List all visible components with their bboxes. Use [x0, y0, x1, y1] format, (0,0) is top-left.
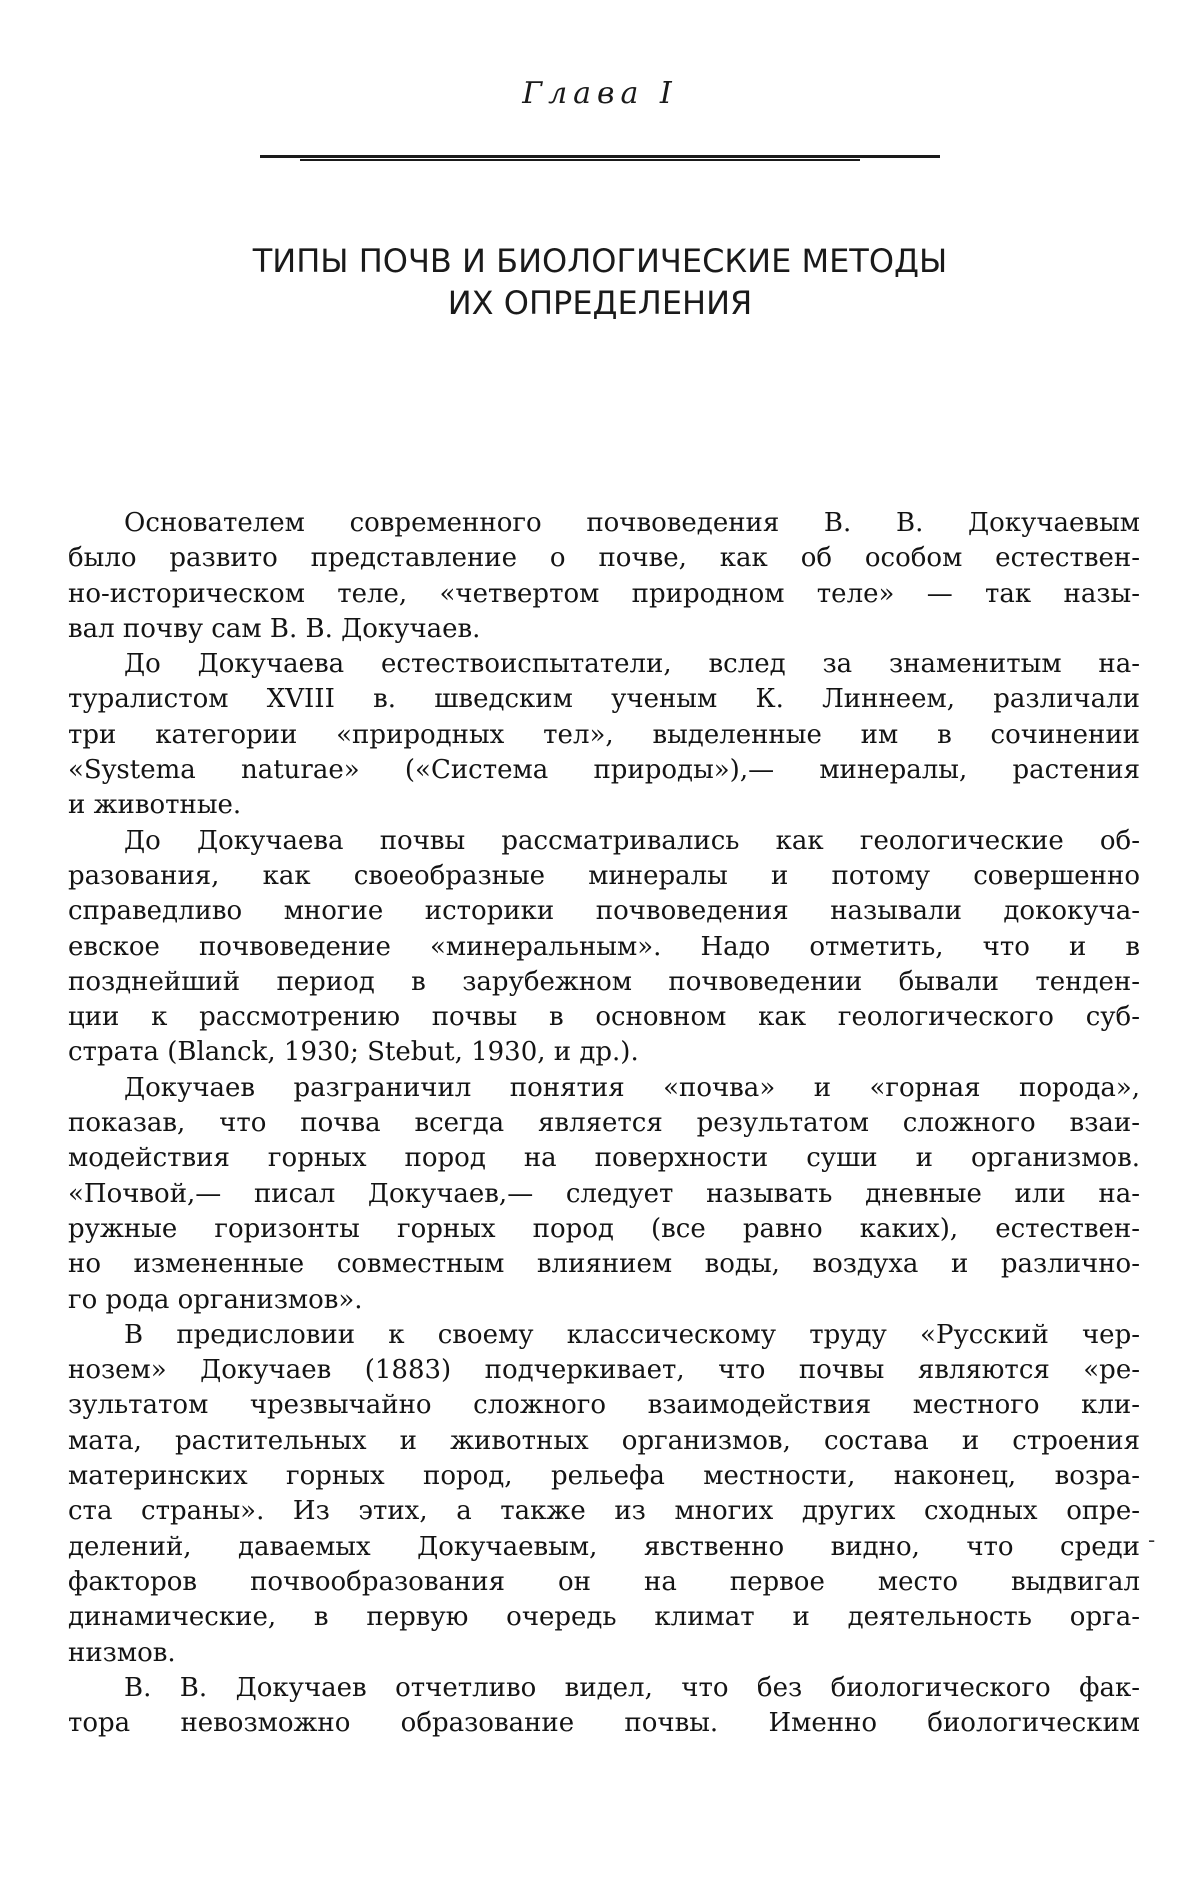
- chapter-title: [0, 240, 1200, 324]
- text-line: показав, что почва всегда является результатом сложного взаи-: [68, 1108, 1140, 1139]
- text-line: «Systema naturae» («Система природы»),— минералы, растения: [68, 755, 1140, 786]
- paragraph: [68, 506, 1140, 647]
- text-line: мата, растительных и животных организмов, состава и строения: [68, 1425, 1140, 1456]
- body-text: [68, 506, 1140, 1741]
- chapter-title-line: ИХ ОПРЕДЕЛЕНИЯ: [447, 284, 753, 322]
- text-line: евское почвоведение «минеральным». Надо отметить, что и в: [68, 931, 1140, 962]
- text-line: Докучаев разграничил понятия «почва» и «горная порода»,: [124, 1072, 1140, 1103]
- text-line: «Почвой,— писал Докучаев,— следует называть дневные или на-: [68, 1178, 1140, 1209]
- text-line: До Докучаева почвы рассматривались как геологические об-: [124, 825, 1140, 856]
- text-line: было развито представление о почве, как об особом естествен-: [68, 543, 1140, 574]
- paragraph: [68, 647, 1140, 823]
- text-line: факторов почвообразования он на первое место выдвигал: [68, 1566, 1140, 1597]
- text-line: зультатом чрезвычайно сложного взаимодействия местного кли-: [68, 1390, 1140, 1421]
- text-line: ции к рассмотрению почвы в основном как геологического суб-: [68, 1002, 1140, 1033]
- chapter-title-line: ТИПЫ ПОЧВ И БИОЛОГИЧЕСКИЕ МЕТОДЫ: [252, 242, 948, 280]
- text-line: ста страны». Из этих, а также из многих других сходных опре-: [68, 1496, 1140, 1527]
- text-line: материнских горных пород, рельефа местности, наконец, возра-: [68, 1461, 1140, 1492]
- text-line: вал почву сам В. В. Докучаев.: [68, 613, 481, 644]
- text-line: делений, даваемых Докучаевым, явственно видно, что среди: [68, 1531, 1140, 1562]
- paragraph: [68, 1671, 1140, 1742]
- text-line: но измененные совместным влиянием воды, воздуха и различно-: [68, 1249, 1140, 1280]
- paragraph: [68, 1318, 1140, 1671]
- text-line: разования, как своеобразные минералы и потому совершенно: [68, 860, 1140, 891]
- text-line: го рода организмов».: [68, 1284, 363, 1315]
- text-line: справедливо многие историки почвоведения называли дококуча-: [68, 896, 1140, 927]
- text-line: туралистом XVIII в. шведским ученым К. Линнеем, различали: [68, 684, 1140, 715]
- text-line: В. В. Докучаев отчетливо видел, что без биологического фак-: [124, 1672, 1140, 1703]
- text-line: В предисловии к своему классическому труду «Русский чер-: [124, 1319, 1140, 1350]
- text-line: До Докучаева естествоиспытатели, вслед за знаменитым на-: [124, 649, 1140, 680]
- paragraph: [68, 1071, 1140, 1318]
- text-line: динамические, в первую очередь климат и деятельность орга-: [68, 1602, 1140, 1633]
- text-line: модействия горных пород на поверхности суши и организмов.: [68, 1143, 1140, 1174]
- text-line: ружные горизонты горных пород (все равно каких), естествен-: [68, 1213, 1140, 1244]
- text-line: и животные.: [68, 790, 242, 821]
- text-line: тора невозможно образование почвы. Именно биологическим: [68, 1708, 1140, 1739]
- text-line: но-историческом теле, «четвертом природном теле» — так назы-: [68, 578, 1140, 609]
- chapter-label: Глава I: [522, 76, 678, 111]
- paragraph: [68, 824, 1140, 1071]
- text-line: нозем» Докучаев (1883) подчеркивает, что почвы являются «ре-: [68, 1355, 1140, 1386]
- text-line: страта (Blanck, 1930; Stebut, 1930, и др.).: [68, 1037, 639, 1068]
- text-line: позднейший период в зарубежном почвоведении бывали тенден-: [68, 966, 1140, 997]
- margin-mark: -: [1148, 1528, 1156, 1552]
- text-line: три категории «природных тел», выделенные им в сочинении: [68, 719, 1140, 750]
- text-line: низмов.: [68, 1637, 176, 1668]
- text-line: Основателем современного почвоведения В. В. Докучаевым: [124, 508, 1140, 538]
- chapter-divider-rule: [260, 155, 940, 158]
